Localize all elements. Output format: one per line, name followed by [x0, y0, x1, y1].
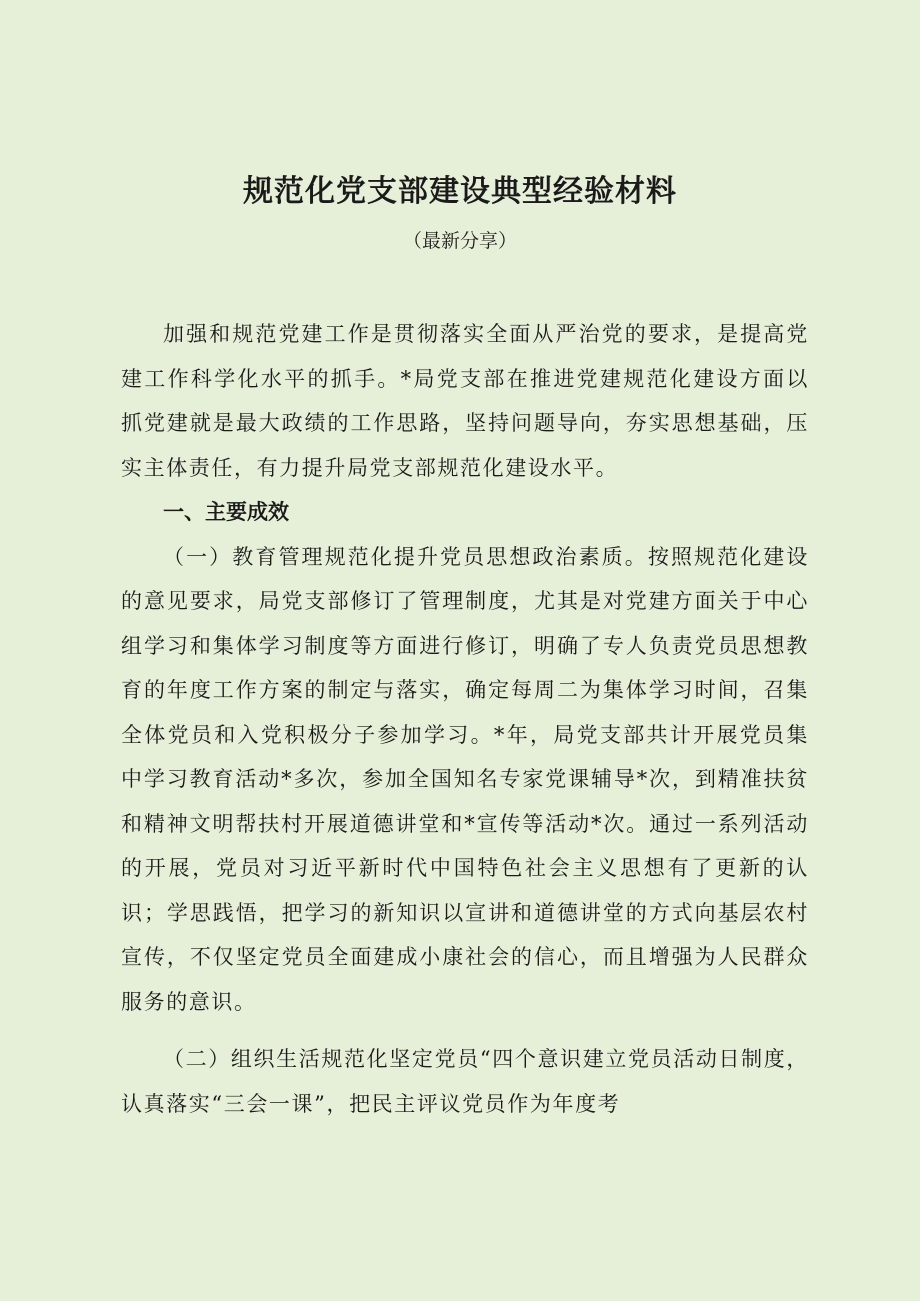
paragraph-gap [121, 1024, 809, 1037]
section-heading: 一、主要成效 [163, 500, 289, 524]
paragraph-organization: （二）组织生活规范化坚定党员“四个意识建立党员活动日制度，认真落实“三会一课”，把民主评议党员作为年度考 [121, 1047, 809, 1116]
document-body [121, 312, 809, 1126]
document-subtitle: （最新分享） [402, 230, 517, 252]
paragraph-education: （一）教育管理规范化提升党员思想政治素质。按照规范化建设的意见要求，局党支部修订了管理制度，尤其是对党建方面关于中心组学习和集体学习制度等方面进行修订，明确了专人负责党员思想教育的年度工作方案的制定与落实，确定每周二为集体学习时间，召集全体党员和入党积极分子参加学习。*年，局党支部共计开展党员集中学习教育活动*多次，参加全国知名专家党课辅导*次，到精准扶贫和精神文明帮扶村开展道德讲堂和*宣传等活动*次。通过一系列活动的开展，党员对习近平新时代中国特色社会主义思想有了更新的认识；学思践悟，把学习的新知识以宣讲和道德讲堂的方式向基层农村宣传，不仅坚定党员全面建成小康社会的信心，而且增强为人民群众服务的意识。 [121, 544, 809, 1014]
intro-paragraph: 加强和规范党建工作是贯彻落实全面从严治党的要求，是提高党建工作科学化水平的抓手。*局党支部在推进党建规范化建设方面以抓党建就是最大政绩的工作思路，坚持问题导向，夯实思想基础，压实主体责任，有力提升局党支部规范化建设水平。 [121, 322, 809, 480]
document-title: 规范化党支部建设典型经验材料 [243, 174, 677, 209]
